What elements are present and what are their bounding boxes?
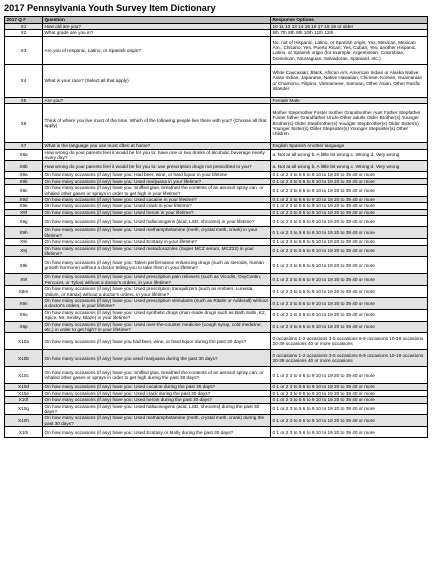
table-row: [5, 367, 428, 384]
cell-question: What is your race? (Select all that apply): [43, 64, 271, 97]
cell-question-number: X6: [5, 104, 43, 143]
cell-question-number: X9g: [5, 216, 43, 227]
cell-response-options: 0 1 or 2 3 to 5 6 to 9 10 to 19 20 to 39 40 or more: [271, 427, 428, 438]
item-dictionary-table: [4, 16, 428, 438]
cell-question-number: X9c: [5, 185, 43, 197]
cell-question: On how many occasions (if any) have you: Taken performance enhancing drugs (such as steroids, human growth hormone) without a doctor telling you to take them in your lifetime?: [43, 257, 271, 274]
table-row: [5, 104, 428, 143]
table-row: [5, 216, 428, 227]
table-body: [5, 24, 428, 438]
cell-question: On how many occasions (if any) have you: Used prescription tranquilizers (such as Ambien, Lunesta, Valium, or Xanax) without a doctor's orders, in your lifetime?: [43, 286, 271, 298]
cell-question: On how many occasions (if any) have you: Used Ecstasy in your lifetime?: [43, 239, 271, 245]
table-row: [5, 333, 428, 350]
cell-question: On how many occasions (if any) have you: Used methamphetamine (meth, crystal meth, crank) during the past 30 days?: [43, 415, 271, 427]
cell-response-options: 0 1 or 2 3 to 5 6 to 9 10 to 19 20 to 39 40 or more: [271, 185, 428, 197]
cell-response-options: English Spanish Another language: [271, 143, 428, 149]
cell-response-options: Female Male: [271, 97, 428, 103]
cell-question-number: X9e: [5, 203, 43, 209]
cell-question: On how many occasions (if any) have you: Used hallucinogens (acid, LSD, shrooms) during the past 30 days?: [43, 403, 271, 415]
cell-question-number: X9l: [5, 274, 43, 286]
cell-question: On how many occasions (if any) have you: Used Ecstasy or Molly during the past 30 days?: [43, 427, 271, 438]
cell-question: On how many occasions (if any) have you: Used crack during the past 30 days?: [43, 390, 271, 396]
cell-question-number: X3: [5, 36, 43, 64]
cell-question-number: X8b: [5, 161, 43, 172]
cell-question-number: X9b: [5, 178, 43, 184]
cell-question-number: X9a: [5, 172, 43, 178]
cell-question-number: X2: [5, 30, 43, 36]
cell-response-options: 0 1 or 2 3 to 5 6 to 9 10 to 19 20 to 39 40 or more: [271, 197, 428, 203]
cell-response-options: 0 1 or 2 3 to 5 6 to 9 10 to 19 20 to 39 40 or more: [271, 257, 428, 274]
cell-question: On how many occasions (if any) have you: Used cocaine during the past 30 days?: [43, 384, 271, 390]
cell-question-number: X10e: [5, 390, 43, 396]
cell-question-number: X9i: [5, 239, 43, 245]
cell-question-number: X10i: [5, 427, 43, 438]
table-row: [5, 274, 428, 286]
cell-question: On how many occasions (if any) have you: Used prescription pain relievers (such as Vicodin, OxyContin, Percocet, or Tylox) without a doctor's orders, in your lifetime?: [43, 274, 271, 286]
cell-response-options: 0 1 or 2 3 to 5 6 to 9 10 to 19 20 to 39 40 or more: [271, 384, 428, 390]
cell-question-number: X5: [5, 97, 43, 103]
cell-question-number: X9d: [5, 197, 43, 203]
cell-question-number: X9m: [5, 286, 43, 298]
cell-response-options: 0 1 or 2 3 to 5 6 to 9 10 to 19 20 to 39 40 or more: [271, 397, 428, 403]
cell-response-options: 0 1 or 2 3 to 5 6 to 9 10 to 19 20 to 39 40 or more: [271, 216, 428, 227]
cell-question-number: X7: [5, 143, 43, 149]
cell-question: Are you?: [43, 97, 271, 103]
cell-response-options: 0 1 or 2 3 to 5 6 to 9 10 to 19 20 to 39 40 or more: [271, 178, 428, 184]
cell-response-options: 0 1 or 2 3 to 5 6 to 9 10 to 19 20 to 39 40 or more: [271, 367, 428, 384]
cell-question-number: X8a: [5, 149, 43, 161]
table-row: [5, 415, 428, 427]
cell-response-options: 0 1 or 2 3 to 5 6 to 9 10 to 19 20 to 39 40 or more: [271, 227, 428, 239]
cell-question: On how many occasions (if any) have you: Used crack in your lifetime?: [43, 203, 271, 209]
cell-question: On how many occasions (if any) have you: Had beer, wine, or hard liquor in your lifetime: [43, 172, 271, 178]
table-row: [5, 403, 428, 415]
cell-response-options: a. Not at all wrong b. A little bit wrong c. Wrong d. Very wrong: [271, 161, 428, 172]
cell-question: On how many occasions (if any) have you: Used hallucinogens (acid, LSD, shrooms) in your lifetime?: [43, 216, 271, 227]
table-row: [5, 297, 428, 309]
cell-response-options: 10 11 12 13 14 15 16 17 18 19 or older: [271, 24, 428, 30]
table-row: [5, 245, 428, 257]
table-row: [5, 321, 428, 333]
cell-response-options: 0 occasions 1-2 occasions 3-5 occasions 6-9 occasions 10-19 occasions 20-39 occasions 40 or more occasions: [271, 350, 428, 367]
cell-question: How wrong do your parents feel it would be for you to: use prescription drugs not prescribed to you?: [43, 161, 271, 172]
cell-question: On how many occasions (if any) have you: Sniffed glue, breathed the contents of an aerosol spray can, or inhaled other gases or sprays in order to get high during the past 30 days?: [43, 367, 271, 384]
cell-question-number: X9p: [5, 321, 43, 333]
cell-question: How old are you?: [43, 24, 271, 30]
table-row: [5, 36, 428, 64]
cell-question: On how many occasions (if any) have you: Used cocaine in your lifetime?: [43, 197, 271, 203]
table-row: [5, 309, 428, 321]
table-row: [5, 172, 428, 178]
header-question: Question: [43, 17, 271, 24]
cell-response-options: 0 1 or 2 3 to 5 6 to 9 10 to 19 20 to 39 40 or more: [271, 309, 428, 321]
cell-question-number: X9j: [5, 245, 43, 257]
cell-response-options: Mother Stepmother Foster mother Grandmother Aunt Father Stepfather Foster father Grandfather Uncle Other adults Older Brother(s) Younger Brother(s) Older Stepbrother(s) Younger Stepbrother(s) Older Sister(s) Younger Sister(s) Older Stepsister(s) Younger Stepsister(s) Other children: [271, 104, 428, 143]
cell-question: How wrong do your parents feel it would be for you to: have one or two drinks of alcoholic beverage nearly every day?: [43, 149, 271, 161]
cell-question: On how many occasions (if any) have you: Used prescription stimulants (such as Ritalin or Adderall) without a doctor's orders, in your lifetime?: [43, 297, 271, 309]
cell-question: On how many occasions (if any) have you had beer, wine, or hard liquor during the past 30 days?: [43, 333, 271, 350]
cell-response-options: a. Not at all wrong b. A little bit wrong c. Wrong d. Very wrong: [271, 149, 428, 161]
cell-response-options: 0 occasions 1-2 occasions 3-5 occasions 6-9 occasions 10-19 occasions 20-39 occasions 40 or more occasions: [271, 333, 428, 350]
cell-response-options: 6th 7th 8th 9th 10th 11th 12th: [271, 30, 428, 36]
cell-question: Are you of Hispanic, Latino, or Spanish origin?: [43, 36, 271, 64]
cell-response-options: No, not of Hispanic, Latino, or Spanish origin; Yes, Mexican, Mexican Am., Chicano; Yes, Puerto Rican; Yes, Cuban; Yes, another Hispanic, Latino, or Spanish origin (for example, Argentinean, Colombian, Dominican, Nicaraguan, Salvadoran, Spaniard, etc.): [271, 36, 428, 64]
cell-response-options: 0 1 or 2 3 to 5 6 to 9 10 to 19 20 to 39 40 or more: [271, 209, 428, 215]
cell-question: On how many occasions (if any) have you: Used over-the-counter medicine (cough syrup, cold medicine, etc.) in order to get high? in your lifetime?: [43, 321, 271, 333]
cell-question-number: X9n: [5, 297, 43, 309]
cell-response-options: 0 1 or 2 3 to 5 6 to 9 10 to 19 20 to 39 40 or more: [271, 321, 428, 333]
cell-question: On how many occasions (if any) have you: Used heroin during the past 30 days?: [43, 397, 271, 403]
cell-question-number: X10d: [5, 384, 43, 390]
table-row: [5, 161, 428, 172]
cell-question: On how many occasions (if any) have you: Sniffed glue, breathed the contents of an aerosol spray can, or inhaled other gases or sprays in order to get high in your lifetime?: [43, 185, 271, 197]
table-row: [5, 64, 428, 97]
cell-response-options: 0 1 or 2 3 to 5 6 to 9 10 to 19 20 to 39 40 or more: [271, 245, 428, 257]
cell-question: On how many occasions (if any) have you: Used metaclorazoles (Super MCZ serum, MCZ22) in your lifetime?: [43, 245, 271, 257]
cell-question: What grade are you in?: [43, 30, 271, 36]
cell-question: Think of where you live most of the time. Which of the following people live there with you? (Choose all that apply): [43, 104, 271, 143]
cell-question-number: X9h: [5, 227, 43, 239]
header-question-number: 2017 Q #: [5, 17, 43, 24]
cell-response-options: 0 1 or 2 3 to 5 6 to 9 10 to 19 20 to 39 40 or more: [271, 286, 428, 298]
document-title: 2017 Pennsylvania Youth Survey Item Dictionary: [4, 3, 216, 13]
table-row: [5, 227, 428, 239]
cell-question-number: X4: [5, 64, 43, 97]
cell-question: What is the language you use most often at home?: [43, 143, 271, 149]
cell-question-number: X10g: [5, 403, 43, 415]
cell-question-number: X10f: [5, 397, 43, 403]
cell-response-options: 0 1 or 2 3 to 5 6 to 9 10 to 19 20 to 39 40 or more: [271, 172, 428, 178]
cell-question-number: X10a: [5, 333, 43, 350]
cell-response-options: White Caucasian; Black, African Am; American Indian or Alaska Native; Asian Indian, Japanese, Native Hawaiian, Chinese, Korean, Guamanian or Chamorro, Filipino, Vietnamese, Samoan, Other Asian, Other Pacific Islander: [271, 64, 428, 97]
cell-question: On how many occasions (if any) have you: Used marijuana in your lifetime?: [43, 178, 271, 184]
cell-question-number: X10b: [5, 350, 43, 367]
cell-question-number: X10h: [5, 415, 43, 427]
cell-question-number: X9o: [5, 309, 43, 321]
cell-response-options: 0 1 or 2 3 to 5 6 to 9 10 to 19 20 to 39 40 or more: [271, 403, 428, 415]
cell-question: On how many occasions (if any) have you: Used heroin in your lifetime?: [43, 209, 271, 215]
cell-response-options: 0 1 or 2 3 to 5 6 to 9 10 to 19 20 to 39 40 or more: [271, 239, 428, 245]
table-row: [5, 350, 428, 367]
cell-response-options: 0 1 or 2 3 to 5 6 to 9 10 to 19 20 to 39 40 or more: [271, 297, 428, 309]
table-row: [5, 149, 428, 161]
cell-question: On how many occasions (if any) have you used marijuana during the past 30 days?: [43, 350, 271, 367]
table-row: [5, 286, 428, 298]
header-response-options: Response Options: [271, 17, 428, 24]
table-row: [5, 185, 428, 197]
cell-question-number: X1: [5, 24, 43, 30]
cell-response-options: 0 1 or 2 3 to 5 6 to 9 10 to 19 20 to 39 40 or more: [271, 390, 428, 396]
cell-response-options: 0 1 or 2 3 to 5 6 to 9 10 to 19 20 to 39 40 or more: [271, 274, 428, 286]
cell-question: On how many occasions (if any) have you: Used methamphetamine (meth, crystal meth, crank) in your lifetime?: [43, 227, 271, 239]
cell-question-number: X10c: [5, 367, 43, 384]
table-header: [5, 17, 428, 24]
cell-response-options: 0 1 or 2 3 to 5 6 to 9 10 to 19 20 to 39 40 or more: [271, 203, 428, 209]
table-row: [5, 427, 428, 438]
cell-response-options: 0 1 or 2 3 to 5 6 to 9 10 to 19 20 to 39 40 or more: [271, 415, 428, 427]
header-row: [5, 17, 428, 24]
cell-question-number: X9k: [5, 257, 43, 274]
cell-question: On how many occasions (if any) have you: Used synthetic drugs (man-made drugs such as Bath Salts, K2, Spice, Mr. Smiley, Blaze) in your lifetime?: [43, 309, 271, 321]
table-row: [5, 257, 428, 274]
cell-question-number: X9f: [5, 209, 43, 215]
